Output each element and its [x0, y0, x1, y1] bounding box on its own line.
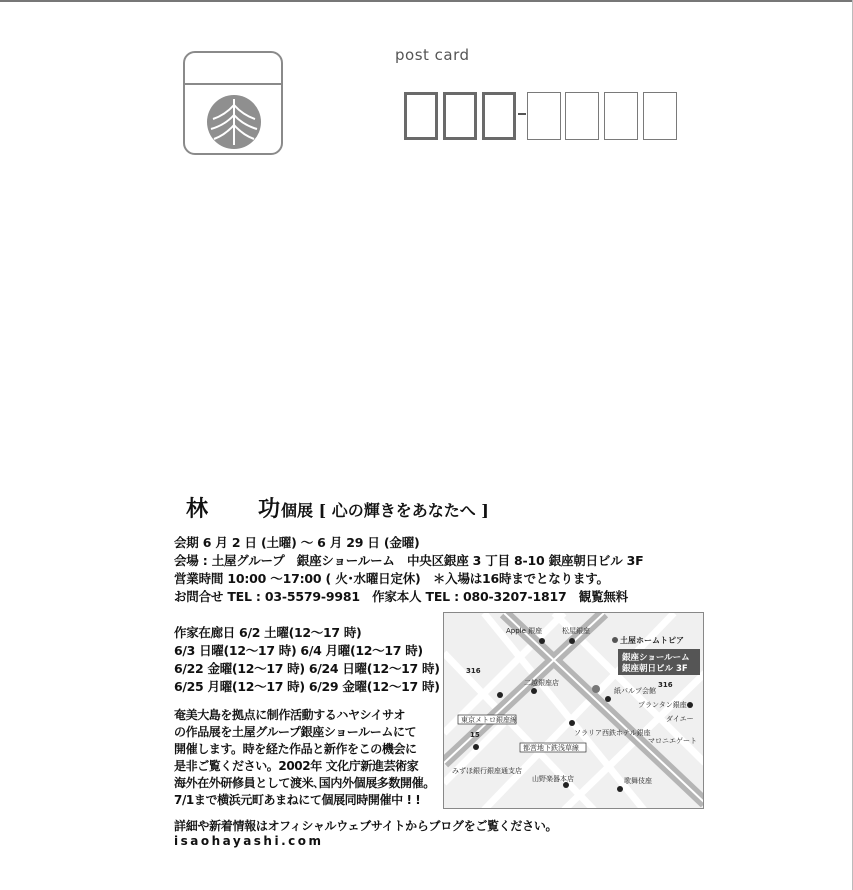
route-number: 15	[470, 731, 480, 739]
map-label: 松屋銀座	[562, 627, 590, 635]
map-venue-line1: 銀座ショールーム	[622, 653, 690, 663]
description-line: 7/1まで横浜元町あまねにて個展同時開催中 ! !	[174, 793, 421, 807]
map-label: マロニエゲート	[648, 737, 697, 745]
logo-icon	[205, 93, 263, 151]
footer-note: 詳細や新着情報はオフィシャルウェブサイトからブログをご覧ください。	[174, 819, 558, 833]
top-border	[0, 0, 853, 2]
map-label: 二越銀座店	[524, 679, 559, 687]
info-contact: お問合せ TEL : 03-5579-9981 作家本人 TEL : 080-3207-1817 観覧無料	[174, 589, 628, 604]
schedule-line: 作家在廊日 6/2 土曜(12～17 時)	[174, 625, 362, 640]
venue-marker-icon	[592, 685, 600, 693]
artist-name: 林 功	[186, 496, 295, 522]
info-venue: 会場 : 土屋グループ 銀座ショールーム 中央区銀座 3 丁目 8-10 銀座朝日ビル 3F	[174, 553, 644, 568]
zip-box-2	[443, 92, 477, 140]
stamp-divider	[185, 83, 281, 85]
map-label: 歌舞伎座	[624, 777, 652, 785]
stamp-box	[183, 51, 283, 155]
zip-box-1	[404, 92, 438, 140]
map-label: ダイエー	[666, 715, 694, 723]
zip-box-6	[604, 92, 638, 140]
map-graphic	[444, 613, 704, 809]
info-hours: 営業時間 10:00 ～17:00 ( 火･水曜日定休) ＊入場は16時までとなります。	[174, 571, 609, 586]
map-brand-icon	[612, 637, 618, 643]
zip-dash	[518, 113, 526, 115]
zip-box-3	[482, 92, 516, 140]
website-url: isaohayashi.com	[174, 834, 324, 848]
schedule-line: 6/3 日曜(12～17 時) 6/4 月曜(12～17 時)	[174, 643, 423, 658]
zip-box-4	[527, 92, 561, 140]
map-label: 紙パルプ会館	[614, 687, 656, 695]
map-label: Apple 銀座	[506, 627, 543, 635]
map-label: みずほ銀行銀座通支店	[452, 767, 522, 775]
description-line: 是非ご覧ください。2002年 文化庁新進芸術家	[174, 759, 419, 773]
schedule-line: 6/22 金曜(12～17 時) 6/24 日曜(12～17 時)	[174, 661, 440, 676]
map-brand: 土屋ホームトピア	[620, 636, 684, 645]
map-label: ソラリア西鉄ホテル銀座	[574, 729, 651, 737]
description-line: 海外在外研修員として渡米､国内外個展多数開催。	[174, 776, 435, 790]
zip-box-5	[565, 92, 599, 140]
schedule-line: 6/25 月曜(12～17 時) 6/29 金曜(12～17 時)	[174, 679, 440, 694]
description-line: 開催します。時を経た作品と新作をこの機会に	[174, 742, 417, 756]
description-line: 奄美大島を拠点に制作活動するハヤシイサオ	[174, 708, 406, 722]
map-label: 都営地下鉄浅草線	[523, 744, 579, 752]
route-number: 316	[466, 667, 481, 675]
map-venue-line2: 銀座朝日ビル 3F	[622, 664, 688, 674]
description-line: の作品展を土屋グループ銀座ショールームにて	[174, 725, 417, 739]
info-dates: 会期 6 月 2 日 (土曜) ～ 6 月 29 日 (金曜)	[174, 535, 420, 550]
map-label: 東京メトロ銀座線	[461, 716, 517, 724]
zip-box-7	[643, 92, 677, 140]
postcard-label: post card	[395, 46, 470, 64]
exhibition-title: 個展 [ 心の輝きをあなたへ ]	[281, 501, 489, 520]
map-label: プランタン銀座	[638, 701, 687, 709]
route-number: 316	[658, 681, 673, 689]
venue-map	[443, 612, 704, 809]
map-label: 山野楽器本店	[532, 775, 574, 783]
